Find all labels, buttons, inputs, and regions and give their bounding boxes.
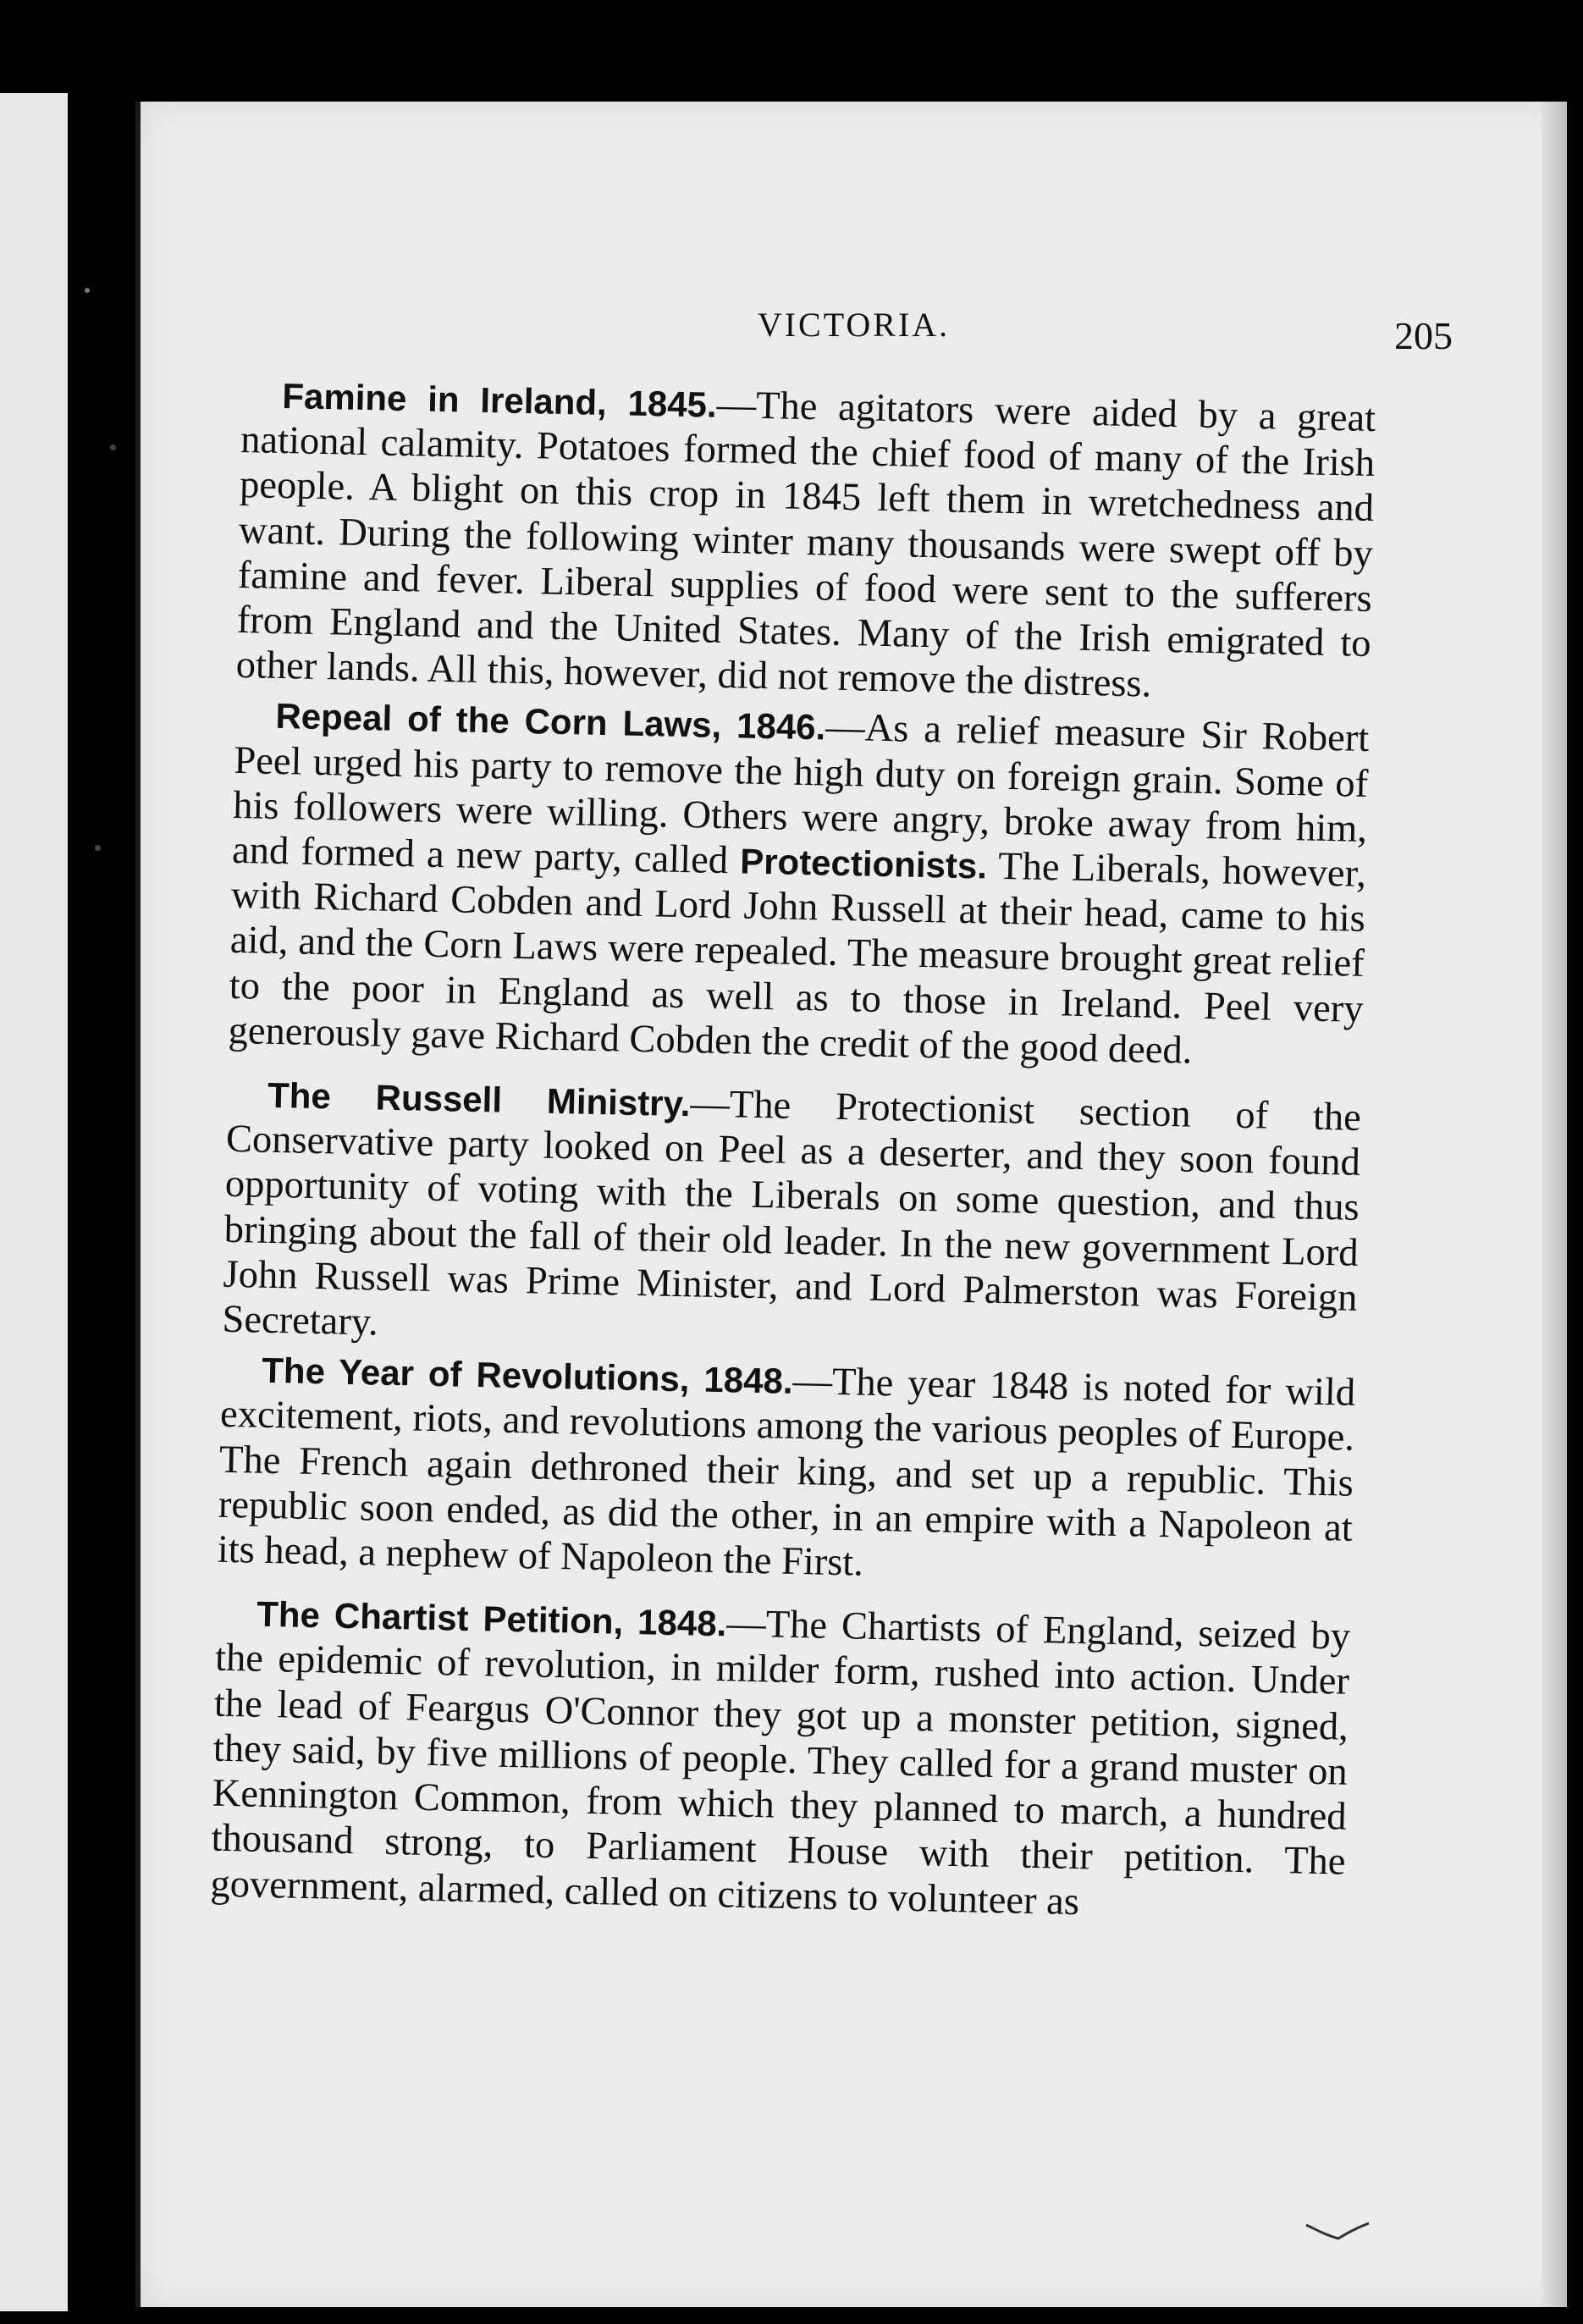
book-page — [135, 102, 1567, 2307]
page-edge-shadow — [1542, 102, 1567, 2307]
section-heading: The Year of Revolutions, 1848. — [261, 1350, 794, 1402]
paragraph-repeal-of-corn-laws — [228, 693, 1370, 1077]
paragraph-year-of-revolutions — [217, 1347, 1355, 1596]
body-text — [210, 373, 1376, 1935]
section-heading: Famine in Ireland, 1845. — [281, 376, 718, 425]
page-number: 205 — [1394, 314, 1453, 357]
margin-speck — [110, 444, 116, 450]
paragraph-text: —The agitators were aided by a great national calamity. Potatoes formed the chief food of many of the Irish people. A blight on this crop in 1845 left them in wretchedness and want. During the following winter many thousands were swept off by famine and fever. Liberal supplies of food were sent to the sufferers from England and the United States. Many of the Irish emigrated to other lands. All this, however, did not remove the distress. — [235, 383, 1376, 706]
section-heading: The Chartist Petition, 1848. — [256, 1593, 727, 1644]
running-head: VICTORIA. — [757, 306, 951, 344]
margin-speck — [95, 845, 101, 851]
paragraph-text: The Liberals, however, with Richard Cobden and Lord John Russell at their head, came to his aid, and the Corn Laws were repealed. The measure brought great relief to the poor in England as well as to those in Ireland. Peel very generously gave Richard Cobden the credit of the good deed. — [228, 844, 1367, 1073]
ink-mark — [1304, 2218, 1372, 2244]
paragraph-russell-ministry — [222, 1072, 1361, 1366]
section-heading: Repeal of the Corn Laws, 1846. — [275, 696, 826, 748]
bold-term: Protectionists. — [739, 841, 988, 886]
paragraph-text: —As a relief measure Sir Robert Peel urged his party to remove the high duty on foreign grain. Some of his followers were willing. Others were angry, broke away from him, and formed a new party, called — [231, 705, 1370, 883]
paragraph-chartist-petition — [210, 1591, 1351, 1929]
section-heading: The Russell Ministry. — [267, 1074, 691, 1124]
paragraph-famine-in-ireland — [235, 373, 1376, 711]
paragraph-text: —The Protectionist section of the Conservative party looked on Peel as a deserter, and they soon found opportunity of voting with the Liberals on some question, and thus bringing about the fall of their old leader. In the new government Lord John Russell was Prime Minister, and Lord Palmerston was Foreign Secretary. — [222, 1082, 1362, 1344]
margin-speck — [85, 288, 90, 293]
paragraph-text: —The year 1848 is noted for wild excitement, riots, and revolutions among the various peoples of Europe. The French again dethroned their king, and set up a republic. This republic soon ended, as did the other, in an empire with a Napoleon at its head, a nephew of Napoleon the First. — [217, 1360, 1356, 1585]
paragraph-text: —The Chartists of England, seized by the epidemic of revolution, in milder form, rushed into action. Under the lead of Feargus O'Connor they got up a monster petition, signed, they said, by five millions of people. They called for a grand muster on Kennington Common, from which they planned to march, a hundred thousand strong, to Parliament House with their petition. The government, alarmed, called on citizens to volunteer as — [210, 1602, 1351, 1924]
facing-page-edge — [0, 93, 68, 2311]
